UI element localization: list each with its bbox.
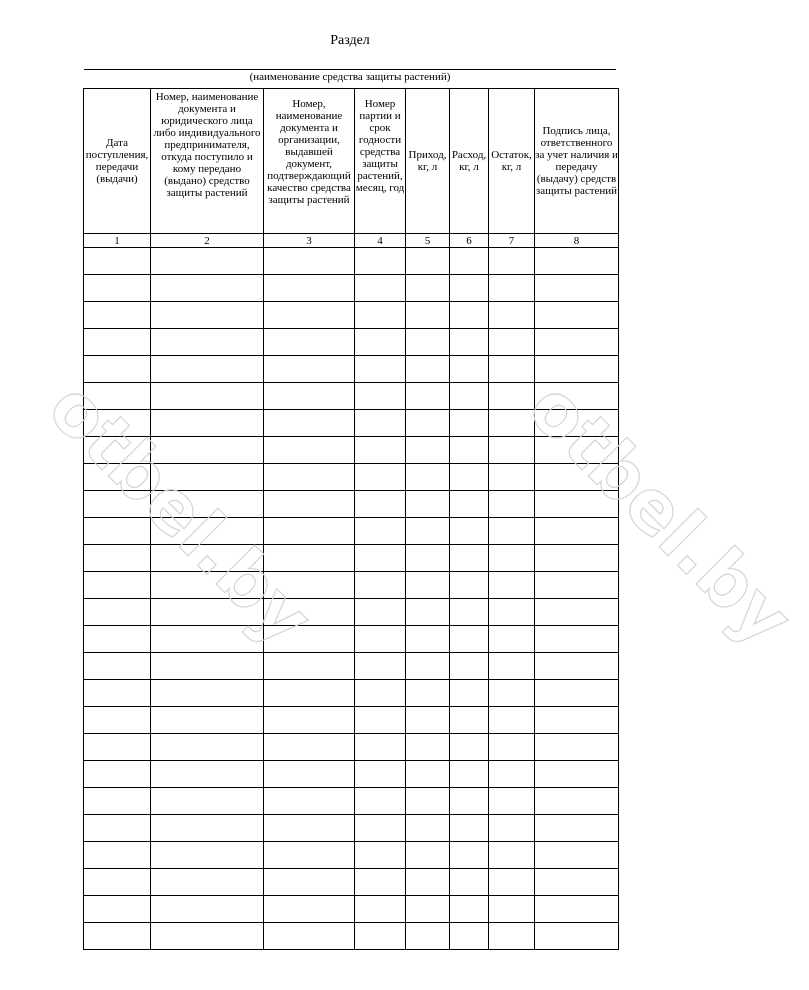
table-row (84, 302, 619, 329)
table-cell (535, 491, 619, 518)
table-cell (355, 815, 406, 842)
table-cell (355, 545, 406, 572)
table-row (84, 653, 619, 680)
table-cell (535, 788, 619, 815)
table-cell (264, 572, 355, 599)
table-cell (406, 248, 450, 275)
table-cell (450, 464, 489, 491)
column-number: 6 (450, 234, 489, 248)
header-counterparty: Номер, наименование документа и юридического лица либо индивидуального предпринимателя, откуда поступило и кому передано (выдано) средство защиты растений (151, 89, 264, 234)
column-number: 8 (535, 234, 619, 248)
table-cell (535, 437, 619, 464)
table-cell (151, 626, 264, 653)
table-cell (84, 383, 151, 410)
table-cell (151, 680, 264, 707)
table-cell (84, 491, 151, 518)
table-cell (406, 815, 450, 842)
register-table (83, 88, 619, 950)
table-cell (151, 275, 264, 302)
table-cell (84, 626, 151, 653)
column-number: 4 (355, 234, 406, 248)
table-cell (535, 815, 619, 842)
table-row (84, 896, 619, 923)
table-cell (151, 653, 264, 680)
table-row (84, 410, 619, 437)
table-cell (489, 518, 535, 545)
table-cell (84, 734, 151, 761)
table-row (84, 626, 619, 653)
table-cell (151, 599, 264, 626)
table-cell (264, 545, 355, 572)
table-cell (151, 842, 264, 869)
header-expense: Расход, кг, л (450, 89, 489, 234)
table-cell (151, 923, 264, 950)
table-cell (355, 734, 406, 761)
table-cell (406, 356, 450, 383)
table-cell (489, 869, 535, 896)
table-cell (264, 626, 355, 653)
table-cell (450, 248, 489, 275)
table-row (84, 437, 619, 464)
table-cell (355, 491, 406, 518)
column-number-row (84, 234, 619, 248)
table-cell (406, 842, 450, 869)
table-cell (489, 329, 535, 356)
table-row (84, 329, 619, 356)
table-cell (84, 545, 151, 572)
table-cell (264, 356, 355, 383)
table-cell (84, 788, 151, 815)
table-cell (535, 518, 619, 545)
table-cell (264, 707, 355, 734)
table-cell (264, 734, 355, 761)
table-row (84, 383, 619, 410)
table-cell (264, 302, 355, 329)
table-cell (489, 815, 535, 842)
name-caption: (наименование средства защиты растений) (249, 71, 451, 83)
table-cell (355, 842, 406, 869)
table-cell (450, 302, 489, 329)
header-quality-document: Номер, наименование документа и организации, выдавшей документ, подтверждающий качество средства защиты растений (264, 89, 355, 234)
table-cell (84, 302, 151, 329)
table-cell (535, 896, 619, 923)
table-cell (406, 626, 450, 653)
table-cell (264, 923, 355, 950)
table-cell (406, 545, 450, 572)
table-cell (84, 410, 151, 437)
table-cell (489, 680, 535, 707)
table-cell (264, 680, 355, 707)
table-cell (264, 410, 355, 437)
table-cell (406, 896, 450, 923)
table-row (84, 518, 619, 545)
table-cell (264, 518, 355, 545)
table-cell (450, 329, 489, 356)
table-cell (151, 248, 264, 275)
header-income: Приход, кг, л (406, 89, 450, 234)
table-cell (84, 518, 151, 545)
table-cell (406, 761, 450, 788)
table-row (84, 734, 619, 761)
table-cell (489, 788, 535, 815)
table-row (84, 869, 619, 896)
table-row (84, 761, 619, 788)
table-cell (489, 275, 535, 302)
table-cell (264, 599, 355, 626)
table-row (84, 275, 619, 302)
table-cell (535, 545, 619, 572)
table-cell (535, 572, 619, 599)
table-cell (84, 842, 151, 869)
table-cell (151, 815, 264, 842)
table-cell (84, 680, 151, 707)
table-cell (535, 302, 619, 329)
table-cell (450, 437, 489, 464)
table-row (84, 680, 619, 707)
table-cell (151, 734, 264, 761)
table-cell (355, 302, 406, 329)
table-cell (355, 923, 406, 950)
table-cell (355, 572, 406, 599)
table-cell (355, 761, 406, 788)
table-row (84, 842, 619, 869)
table-cell (264, 275, 355, 302)
table-cell (355, 410, 406, 437)
table-cell (489, 491, 535, 518)
table-cell (264, 437, 355, 464)
table-cell (84, 356, 151, 383)
table-row (84, 599, 619, 626)
table-cell (355, 275, 406, 302)
table-cell (406, 653, 450, 680)
table-cell (151, 545, 264, 572)
table-cell (406, 869, 450, 896)
table-cell (84, 896, 151, 923)
table-cell (450, 788, 489, 815)
table-cell (355, 896, 406, 923)
table-cell (535, 329, 619, 356)
table-cell (489, 302, 535, 329)
table-cell (489, 896, 535, 923)
table-cell (535, 248, 619, 275)
table-cell (84, 437, 151, 464)
table-cell (489, 383, 535, 410)
table-row (84, 923, 619, 950)
table-cell (489, 572, 535, 599)
table-cell (264, 896, 355, 923)
column-number: 7 (489, 234, 535, 248)
table-cell (535, 356, 619, 383)
table-cell (535, 464, 619, 491)
table-cell (264, 248, 355, 275)
table-cell (264, 788, 355, 815)
table-cell (450, 869, 489, 896)
table-cell (535, 383, 619, 410)
table-cell (151, 437, 264, 464)
table-cell (489, 707, 535, 734)
table-cell (355, 707, 406, 734)
table-cell (151, 491, 264, 518)
table-cell (84, 707, 151, 734)
table-row (84, 464, 619, 491)
table-cell (450, 626, 489, 653)
table-cell (355, 356, 406, 383)
table-cell (151, 788, 264, 815)
table-cell (406, 518, 450, 545)
watermark-logo: otbel.by (32, 365, 329, 662)
table-cell (489, 842, 535, 869)
table-cell (355, 464, 406, 491)
table-cell (151, 356, 264, 383)
table-cell (535, 599, 619, 626)
table-cell (264, 653, 355, 680)
table-cell (355, 437, 406, 464)
table-cell (489, 626, 535, 653)
table-cell (355, 788, 406, 815)
table-cell (406, 680, 450, 707)
table-cell (355, 599, 406, 626)
table-cell (406, 437, 450, 464)
table-cell (535, 734, 619, 761)
table-cell (450, 734, 489, 761)
table-cell (264, 842, 355, 869)
table-cell (84, 275, 151, 302)
table-cell (84, 599, 151, 626)
table-cell (151, 707, 264, 734)
table-cell (151, 869, 264, 896)
table-cell (151, 302, 264, 329)
name-fill-line (84, 69, 616, 70)
table-cell (535, 626, 619, 653)
table-cell (406, 491, 450, 518)
table-cell (355, 248, 406, 275)
table-cell (84, 869, 151, 896)
column-number: 2 (151, 234, 264, 248)
table-cell (84, 464, 151, 491)
table-cell (450, 761, 489, 788)
table-cell (151, 761, 264, 788)
table-row (84, 248, 619, 275)
page-title: Раздел (330, 33, 370, 48)
table-cell (450, 383, 489, 410)
table-cell (450, 707, 489, 734)
table-cell (450, 275, 489, 302)
table-cell (450, 545, 489, 572)
table-cell (151, 383, 264, 410)
table-cell (535, 410, 619, 437)
table-cell (84, 815, 151, 842)
header-date: Дата поступления, передачи (выдачи) (84, 89, 151, 234)
table-cell (355, 869, 406, 896)
header-balance: Остаток, кг, л (489, 89, 535, 234)
table-cell (489, 437, 535, 464)
table-cell (489, 761, 535, 788)
table-cell (450, 599, 489, 626)
table-row (84, 707, 619, 734)
table-cell (406, 464, 450, 491)
column-number: 5 (406, 234, 450, 248)
table-cell (151, 410, 264, 437)
table-cell (84, 923, 151, 950)
table-cell (264, 383, 355, 410)
table-cell (264, 329, 355, 356)
table-cell (535, 707, 619, 734)
table-cell (489, 356, 535, 383)
table-row (84, 788, 619, 815)
header-row (84, 89, 619, 234)
table-cell (264, 491, 355, 518)
header-batch-expiry: Номер партии и срок годности средства защиты растений, месяц, год (355, 89, 406, 234)
table-cell (450, 815, 489, 842)
table-row (84, 545, 619, 572)
table-cell (151, 518, 264, 545)
table-cell (84, 761, 151, 788)
table-cell (355, 653, 406, 680)
table-cell (406, 383, 450, 410)
table-cell (406, 572, 450, 599)
table-cell (406, 707, 450, 734)
table-cell (151, 329, 264, 356)
table-cell (264, 464, 355, 491)
table-cell (406, 275, 450, 302)
watermark-logo: otbel.by (512, 365, 809, 662)
table-cell (84, 329, 151, 356)
table-cell (450, 518, 489, 545)
table-cell (151, 896, 264, 923)
table-cell (489, 599, 535, 626)
table-cell (406, 410, 450, 437)
table-cell (450, 842, 489, 869)
table-cell (535, 680, 619, 707)
table-cell (450, 896, 489, 923)
table-cell (355, 329, 406, 356)
table-cell (151, 464, 264, 491)
table-cell (355, 518, 406, 545)
table-row (84, 356, 619, 383)
table-cell (535, 653, 619, 680)
table-cell (406, 788, 450, 815)
table-cell (489, 734, 535, 761)
table-row (84, 572, 619, 599)
column-number: 1 (84, 234, 151, 248)
table-cell (355, 626, 406, 653)
table-cell (264, 869, 355, 896)
table-cell (535, 869, 619, 896)
table-cell (406, 599, 450, 626)
table-cell (264, 815, 355, 842)
table-cell (535, 842, 619, 869)
table-cell (450, 923, 489, 950)
table-cell (450, 680, 489, 707)
table-cell (406, 329, 450, 356)
table-cell (450, 653, 489, 680)
table-cell (406, 302, 450, 329)
table-cell (535, 923, 619, 950)
table-cell (450, 572, 489, 599)
table-cell (489, 464, 535, 491)
header-signature: Подпись лица, ответственного за учет наличия и передачу (выдачу) средств защиты растений (535, 89, 619, 234)
table-cell (151, 572, 264, 599)
table-cell (450, 410, 489, 437)
table-cell (489, 248, 535, 275)
table-row (84, 491, 619, 518)
table-row (84, 815, 619, 842)
table-cell (489, 545, 535, 572)
column-number: 3 (264, 234, 355, 248)
table-cell (489, 410, 535, 437)
table-cell (355, 680, 406, 707)
table-cell (450, 356, 489, 383)
table-body (84, 248, 619, 950)
table-cell (406, 923, 450, 950)
table-cell (535, 275, 619, 302)
table-cell (84, 248, 151, 275)
table-cell (84, 653, 151, 680)
table-cell (264, 761, 355, 788)
table-cell (84, 572, 151, 599)
table-cell (355, 383, 406, 410)
table-cell (489, 923, 535, 950)
table-cell (489, 653, 535, 680)
table-cell (406, 734, 450, 761)
table-cell (450, 491, 489, 518)
table-cell (535, 761, 619, 788)
